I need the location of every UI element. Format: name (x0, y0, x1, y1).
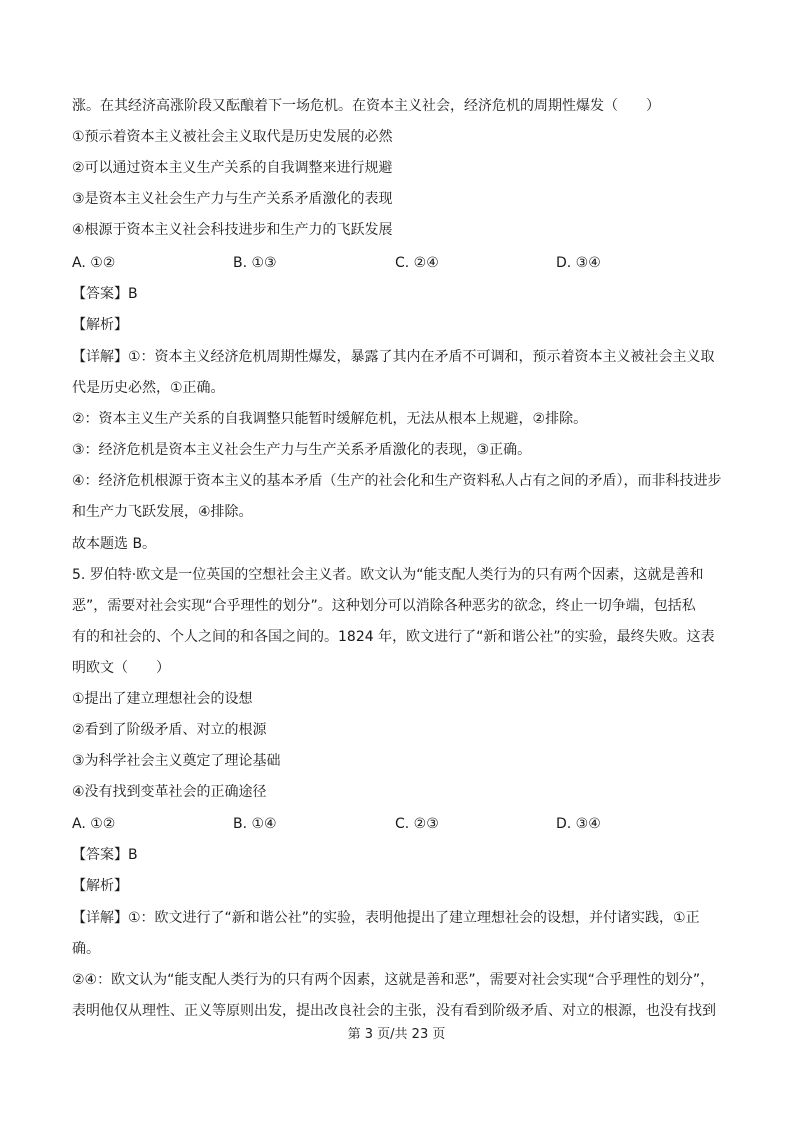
q5-statement-4: ④没有找到变革社会的正确途径 (72, 784, 267, 800)
q5-stem-line-3: 有的和社会的、个人之间的和各国之间的。1824 年，欧文进行了“新和谐公社”的实验，最终失败。这表 (72, 629, 715, 645)
q5-option-b: B. ①④ (233, 816, 277, 832)
q4-detail-1b: 代是历史必然，①正确。 (72, 380, 225, 396)
q4-detail-3: ③：经济危机是资本主义社会生产力与生产关系矛盾激化的表现，③正确。 (72, 442, 532, 458)
q4-option-d: D. ③④ (556, 255, 601, 271)
q4-detail-4a: ④：经济危机根源于资本主义的基本矛盾（生产的社会化和生产资料私人占有之间的矛盾），而非科技进步 (72, 473, 722, 489)
q4-option-b: B. ①③ (233, 255, 277, 271)
q4-analysis-heading: 【解析】 (72, 317, 128, 333)
q5-option-d: D. ③④ (556, 816, 601, 832)
q4-answer: 【答案】B (72, 286, 138, 302)
q5-detail-1b: 确。 (72, 941, 100, 957)
q5-statement-1: ①提出了建立理想社会的设想 (72, 691, 253, 707)
q5-detail-2a: ②④：欧文认为“能支配人类行为的只有两个因素，这就是善和恶”，需要对社会实现“合乎理性的划分”， (72, 972, 715, 988)
q5-stem-line-1: 5. 罗伯特·欧文是一位英国的空想社会主义者。欧文认为“能支配人类行为的只有两个因素，这就是善和 (72, 567, 704, 583)
q4-option-a: A. ①② (72, 255, 116, 271)
q5-statement-3: ③为科学社会主义奠定了理论基础 (72, 753, 281, 769)
q5-stem-line-2: 恶”，需要对社会实现“合乎理性的划分”。这种划分可以消除各种恶劣的欲念，终止一切争端，包括私 (72, 598, 696, 614)
q4-statement-1: ①预示着资本主义被社会主义取代是历史发展的必然 (72, 129, 393, 145)
q5-stem-line-4: 明欧文（ ） (72, 660, 170, 676)
q5-detail-1a: 【详解】①：欧文进行了“新和谐公社”的实验，表明他提出了建立理想社会的设想，并付诸实践，①正 (72, 910, 700, 926)
q5-analysis-heading: 【解析】 (72, 878, 128, 894)
q5-option-a: A. ①② (72, 816, 116, 832)
page-number-footer: 第 3 页/共 23 页 (347, 1027, 446, 1042)
q4-detail-4b: 和生产力飞跃发展，④排除。 (72, 504, 253, 520)
q5-answer: 【答案】B (72, 847, 138, 863)
q5-option-c: C. ②③ (395, 816, 439, 832)
q4-statement-4: ④根源于资本主义社会科技进步和生产力的飞跃发展 (72, 222, 393, 238)
q4-statement-3: ③是资本主义社会生产力与生产关系矛盾激化的表现 (72, 191, 393, 207)
q4-detail-1a: 【详解】①：资本主义经济危机周期性爆发，暴露了其内在矛盾不可调和，预示着资本主义被社会主义取 (72, 349, 715, 365)
q5-detail-2b: 表明他仅从理性、正义等原则出发，提出改良社会的主张，没有看到阶级矛盾、对立的根源，也没有找到 (72, 1003, 716, 1019)
q4-stem: 涨。在其经济高涨阶段又酝酿着下一场危机。在资本主义社会，经济危机的周期性爆发（ ） (72, 98, 660, 114)
q4-detail-2: ②：资本主义生产关系的自我调整只能暂时缓解危机，无法从根本上规避，②排除。 (72, 411, 588, 427)
q4-conclusion: 故本题选 B。 (72, 536, 157, 552)
q5-statement-2: ②看到了阶级矛盾、对立的根源 (72, 722, 267, 738)
q4-statement-2: ②可以通过资本主义生产关系的自我调整来进行规避 (72, 160, 393, 176)
q4-option-c: C. ②④ (395, 255, 439, 271)
